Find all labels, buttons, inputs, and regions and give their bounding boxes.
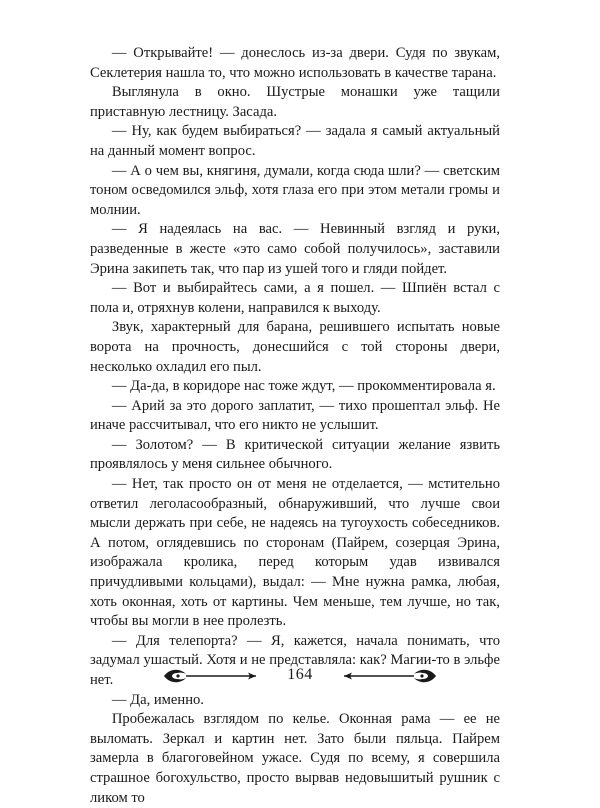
page-number: 164 xyxy=(287,666,313,683)
paragraph: — Для телепорта? — Я, кажется, начала понимать, что задумал ушастый. Хотя и не представляла: как? Магии-то в эльфе нет. xyxy=(90,632,500,688)
paragraph: — Вот и выбирайтесь сами, а я пошел. — Шпиён встал с пола и, отряхнув колени, направился к выходу. xyxy=(90,280,500,316)
paragraph: — Да-да, в коридоре нас тоже ждут, — прокомментировала я. xyxy=(111,378,496,395)
paragraph: — Я надеялась на вас. — Невинный взгляд и руки, разведенные в жесте «это само собой получилось», заставили Эрина закипеть так, что пар из ушей того и гляди пойдет. xyxy=(90,221,500,277)
paragraph: Звук, характерный для барана, решившего испытать новые ворота на прочность, донесшийся с той стороны двери, несколько охладил его пыл. xyxy=(90,319,500,375)
paragraph: — Открывайте! — донеслось из-за двери. Судя по звукам, Секлетерия нашла то, что можно использовать в качестве тарана. xyxy=(90,45,500,81)
paragraph: — А о чем вы, княгиня, думали, когда сюда шли? — светским тоном осведомился эльф, хотя глаза его при этом метали громы и молнии. xyxy=(90,162,500,218)
paragraph: — Арий за это дорого заплатит, — тихо прошептал эльф. Не иначе рассчитывал, что его никто не услышит. xyxy=(90,397,500,434)
paragraph: — Нет, так просто он от меня не отделается, — мстительно ответил леголасообразный, обнаруживший, что лучше свои мысли держать при себе, не надеясь на тугоухость собеседников. А потом, оглядевшись по сторонам (Пайрем, созерцая Эрина, изображала кролика, перед которым удав извивался причудливыми кольцами), выдал: — Мне нужна рамка, любая, хоть оконная, хоть от картины. Чем меньше, тем лучше, но так, чтобы вы могли в нее пролезть. xyxy=(90,476,500,630)
paragraph: Пробежалась взглядом по келье. Оконная рама — ее не выломать. Зеркал и картин нет. Зато были пяльца. Пайрем замерла в благоговейном ужасе. Судя по всему, я совершила страшное богохульство, просто вырвав недовышитый рушник с ликом то xyxy=(90,711,500,806)
arrow-ornament-right-icon xyxy=(336,664,440,688)
page-body xyxy=(90,44,500,808)
paragraph: — Да, именно. xyxy=(111,691,204,708)
arrow-ornament-left-icon xyxy=(160,664,264,688)
page-footer xyxy=(160,664,440,688)
paragraph: Выглянула в окно. Шустрые монашки уже тащили приставную лестницу. Засада. xyxy=(90,84,500,120)
paragraph: — Ну, как будем выбираться? — задала я самый актуальный на данный момент вопрос. xyxy=(90,123,500,159)
paragraph: — Золотом? — В критической ситуации желание язвить проявлялось у меня сильнее обычного. xyxy=(90,436,500,473)
